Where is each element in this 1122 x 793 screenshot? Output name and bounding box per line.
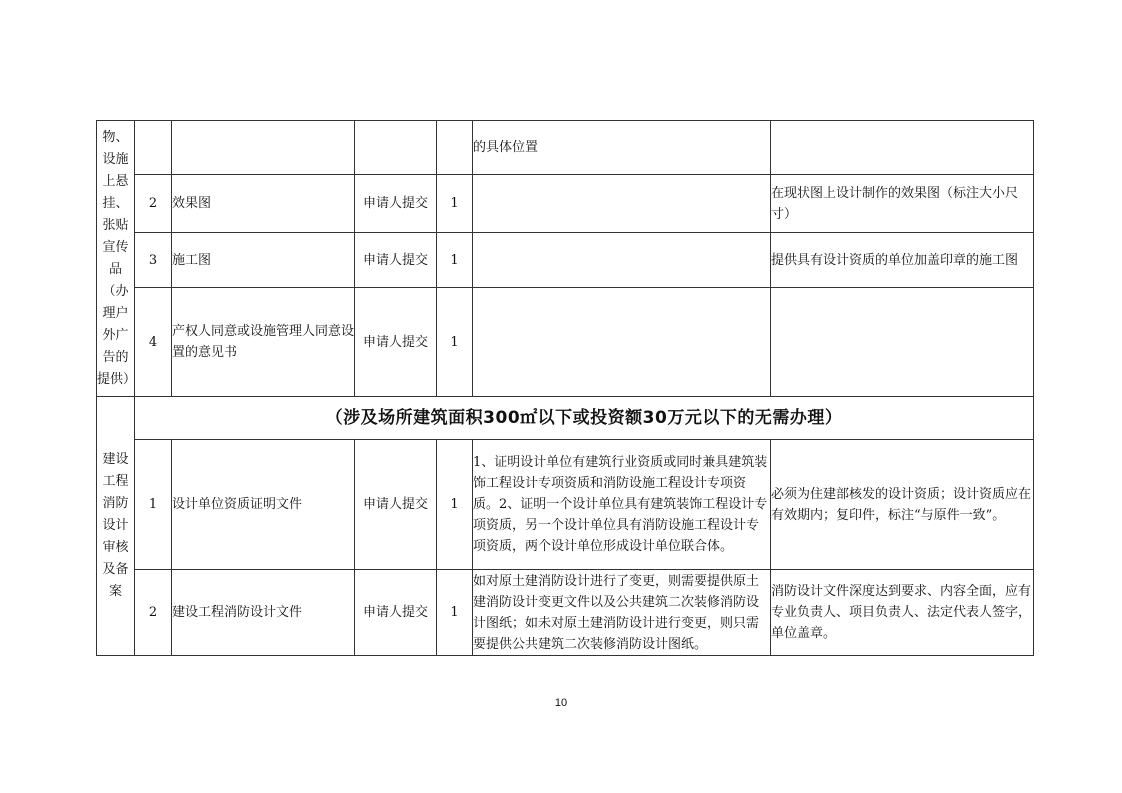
number-cell: 4 (135, 288, 172, 397)
material-name-cell: 效果图 (172, 175, 355, 233)
source-cell (355, 121, 437, 175)
requirement-cell (473, 233, 771, 288)
count-cell: 1 (437, 288, 473, 397)
note-cell: 必须为住建部核发的设计资质；设计资质应在有效期内；复印件，标注“与原件一致”。 (771, 440, 1034, 570)
category-cell-fire-design-review: 建设工程消防设计审核及备案 (97, 397, 135, 656)
note-cell: 在现状图上设计制作的效果图（标注大小尺寸） (771, 175, 1034, 233)
table-row (97, 570, 1034, 656)
page-number: 10 (554, 697, 568, 709)
table-row (97, 175, 1034, 233)
count-cell: 1 (437, 440, 473, 570)
requirement-cell (473, 175, 771, 233)
source-cell: 申请人提交 (355, 440, 437, 570)
number-cell: 2 (135, 175, 172, 233)
number-cell: 1 (135, 440, 172, 570)
material-name-cell: 施工图 (172, 233, 355, 288)
material-name-cell (172, 121, 355, 175)
material-name-cell: 设计单位资质证明文件 (172, 440, 355, 570)
table-row (97, 440, 1034, 570)
count-cell: 1 (437, 233, 473, 288)
material-name-cell: 产权人同意或设施管理人同意设置的意见书 (172, 288, 355, 397)
source-cell: 申请人提交 (355, 175, 437, 233)
requirement-cell: 的具体位置 (473, 121, 771, 175)
source-cell: 申请人提交 (355, 570, 437, 656)
table-row (97, 121, 1034, 175)
note-cell: 提供具有设计资质的单位加盖印章的施工图 (771, 233, 1034, 288)
material-name-cell: 建设工程消防设计文件 (172, 570, 355, 656)
note-cell: 消防设计文件深度达到要求、内容全面，应有专业负责人、项目负责人、法定代表人签字，单位盖章。 (771, 570, 1034, 656)
count-cell: 1 (437, 570, 473, 656)
note-cell (771, 288, 1034, 397)
table-row (97, 397, 1034, 440)
requirement-cell: 如对原土建消防设计进行了变更，则需要提供原土建消防设计变更文件以及公共建筑二次装修消防设计图纸；如未对原土建消防设计进行变更，则只需要提供公共建筑二次装修消防设计图纸。 (473, 570, 771, 656)
table-row (97, 288, 1034, 397)
requirement-cell (473, 288, 771, 397)
requirement-cell: 1、证明设计单位有建筑行业资质或同时兼具建筑装饰工程设计专项资质和消防设施工程设计专项资质。2、证明一个设计单位具有建筑装饰工程设计专项资质，另一个设计单位具有消防设施工程设计专项资质，两个设计单位形成设计单位联合体。 (473, 440, 771, 570)
source-cell: 申请人提交 (355, 233, 437, 288)
notice-banner: （涉及场所建筑面积300㎡以下或投资额30万元以下的无需办理） (135, 397, 1034, 440)
number-cell (135, 121, 172, 175)
number-cell: 3 (135, 233, 172, 288)
count-cell (437, 121, 473, 175)
count-cell: 1 (437, 175, 473, 233)
number-cell: 2 (135, 570, 172, 656)
requirements-table (96, 120, 1034, 656)
category-cell-outdoor-advertising: 物、设施上悬挂、张贴宣传品（办理户外广告的提供） (97, 121, 135, 397)
source-cell: 申请人提交 (355, 288, 437, 397)
table-row (97, 233, 1034, 288)
note-cell (771, 121, 1034, 175)
